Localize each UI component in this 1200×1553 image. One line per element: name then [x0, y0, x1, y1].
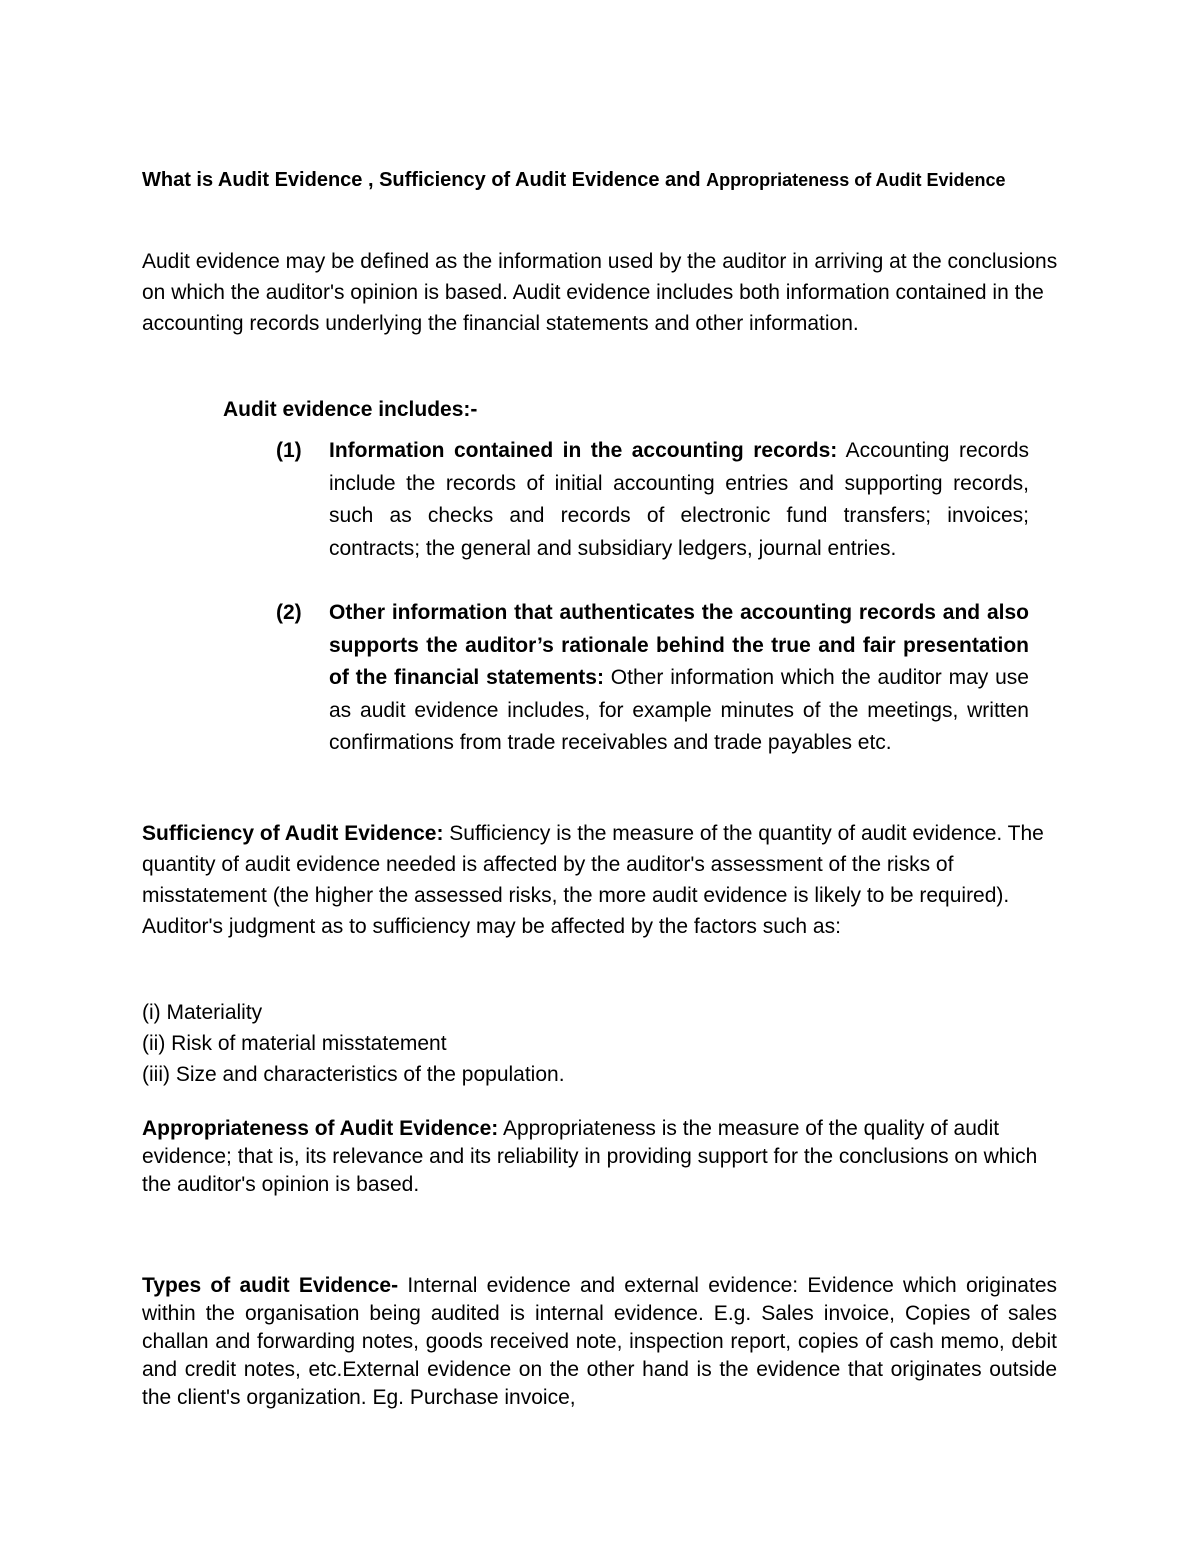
document-heading	[142, 166, 1062, 195]
heading-tail: Appropriateness of Audit Evidence	[706, 170, 1006, 190]
includes-item	[276, 597, 1029, 760]
types-label: Types of audit Evidence-	[142, 1274, 399, 1297]
item-lead: Other information that authenticates the accounting records and also supports the auditor’s rationale behind the true and fair presentation of the financial statements:	[329, 601, 1029, 689]
factor-item: (ii) Risk of material misstatement	[142, 1032, 447, 1055]
sufficiency-text: Sufficiency is the measure of the quantity of audit evidence. The quantity of audit evidence needed is affected by the auditor's assessment of the risks of misstatement (the higher the assessed risks, the more audit evidence is likely to be required). Auditor's judgment as to sufficiency may be affected by the factors such as:	[142, 822, 1044, 938]
sufficiency-label: Sufficiency of Audit Evidence:	[142, 822, 444, 845]
item-lead: Information contained in the accounting records:	[329, 439, 838, 462]
item-text: Other information which the auditor may use as audit evidence includes, for example minutes of the meetings, written confirmations from trade receivables and trade payables etc.	[329, 666, 1029, 754]
factor-item: (i) Materiality	[142, 1001, 263, 1024]
item-number: (1)	[276, 439, 302, 462]
types-paragraph	[142, 1272, 1057, 1412]
item-content	[329, 435, 1029, 565]
appropriateness-label: Appropriateness of Audit Evidence:	[142, 1117, 499, 1140]
factors-list	[142, 997, 565, 1090]
item-text: Accounting records include the records of initial accounting entries and supporting records, such as checks and records of electronic fund transfers; invoices; contracts; the general and subsidiary ledgers, journal entries.	[329, 439, 1029, 560]
intro-paragraph: Audit evidence may be defined as the information used by the auditor in arriving at the conclusions on which the auditor's opinion is based. Audit evidence includes both information contained in the accounting records underlying the financial statements and other information.	[142, 250, 1058, 335]
heading-main: What is Audit Evidence , Sufficiency of Audit Evidence and	[142, 169, 707, 191]
item-content	[329, 597, 1029, 760]
appropriateness-text: Appropriateness is the measure of the quality of audit evidence; that is, its relevance and its reliability in providing support for the conclusions on which the auditor's opinion is based.	[142, 1117, 1038, 1196]
sufficiency-paragraph	[142, 818, 1062, 942]
includes-title: Audit evidence includes:-	[223, 398, 478, 421]
includes-item	[276, 435, 1029, 565]
types-text: Internal evidence and external evidence: Evidence which originates within the organisation being audited is internal evidence. E.g. Sales invoice, Copies of sales challan and forwarding notes, goods received note, inspection report, copies of cash memo, debit and credit notes, etc.External evidence on the other hand is the evidence that originates outside the client's organization. Eg. Purchase invoice,	[142, 1274, 1058, 1409]
factor-item: (iii) Size and characteristics of the population.	[142, 1063, 565, 1086]
item-number: (2)	[276, 601, 302, 624]
appropriateness-paragraph	[142, 1115, 1062, 1199]
